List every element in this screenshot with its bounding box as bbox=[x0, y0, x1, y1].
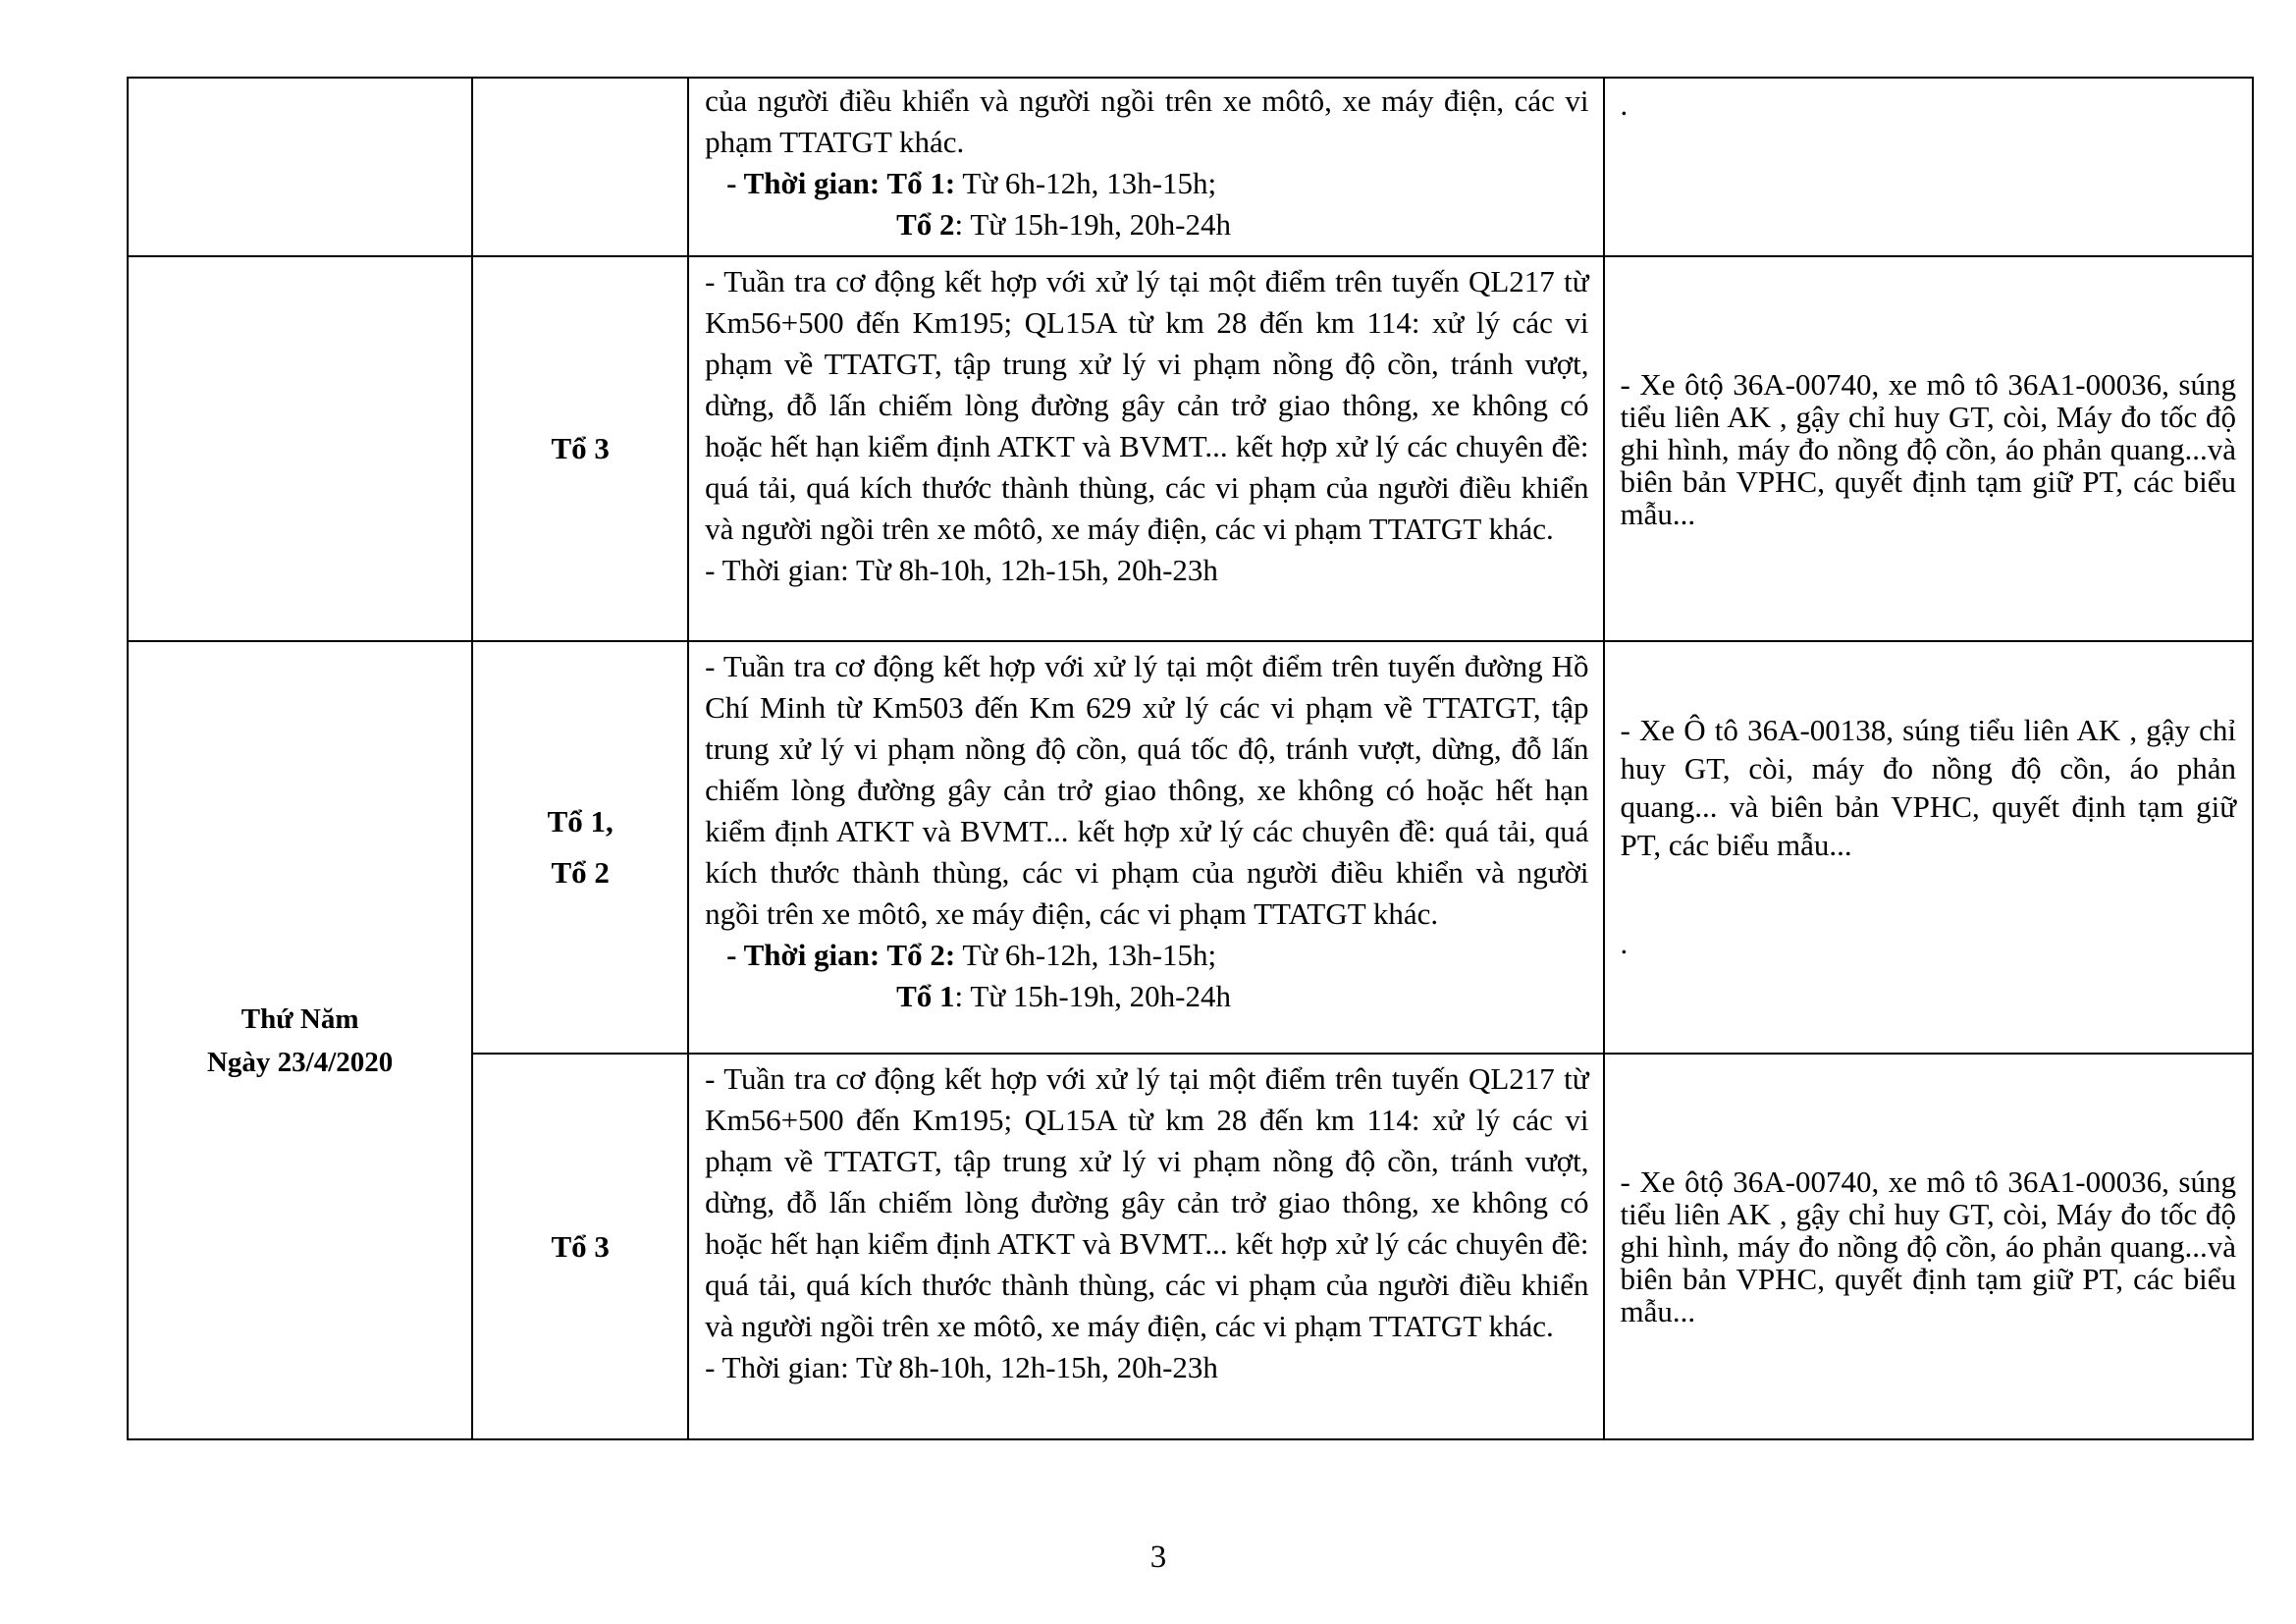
table-row bbox=[128, 641, 2253, 1054]
table-row bbox=[128, 256, 2253, 641]
time-value: : Từ 15h-19h, 20h-24h bbox=[954, 207, 1231, 242]
task-text: - Tuần tra cơ động kết hợp với xử lý tại một điểm trên tuyến QL217 từ Km56+500 đến Km195; QL15A từ km 28 đến km 114: xử lý các vi phạm về TTATGT, tập trung xử lý vi phạm nồng độ cồn, tránh vượt, dừng, đỗ lấn chiếm lòng đường gây cản trở giao thông, xe không có hoặc hết hạn kiểm định ATKT và BVMT... kết hợp xử lý các chuyên đề: quá tải, quá kích thước thành thùng, các vi phạm của người điều khiển và người ngồi trên xe môtô, xe máy điện, các vi phạm TTATGT khác. bbox=[705, 264, 1589, 546]
time-value: Từ 6h-12h, 13h-15h; bbox=[955, 938, 1217, 972]
equipment-dot: . bbox=[1620, 87, 1629, 122]
time-team: Tổ 2: bbox=[886, 938, 956, 972]
time-team: Tổ 2 bbox=[896, 207, 955, 242]
team-cell bbox=[472, 1054, 688, 1439]
task-cell bbox=[688, 641, 1603, 1054]
team-name: Tổ 3 bbox=[551, 1228, 610, 1264]
time-value: Từ 6h-12h, 13h-15h; bbox=[955, 166, 1217, 200]
day-date: Ngày 23/4/2020 bbox=[206, 1046, 394, 1078]
equipment-cell bbox=[1604, 1054, 2253, 1439]
equipment-dot: . bbox=[1620, 926, 1629, 960]
day-cell-empty bbox=[128, 78, 472, 256]
equipment-text: - Xe Ô tô 36A-00138, súng tiểu liên AK , gậy chỉ huy GT, còi, máy đo nồng độ cồn, áo phản quang... và biên bản VPHC, quyết định tạm giữ PT, các biểu mẫu... bbox=[1620, 713, 2236, 862]
time-label: - Thời gian: bbox=[726, 166, 887, 200]
time-line-a bbox=[705, 935, 1588, 976]
time-line: - Thời gian: Từ 8h-10h, 12h-15h, 20h-23h bbox=[705, 1350, 1218, 1384]
task-cell bbox=[688, 78, 1603, 256]
time-team: Tổ 1: bbox=[886, 166, 956, 200]
team-name: Tổ 1, bbox=[547, 804, 614, 839]
day-cell bbox=[128, 641, 472, 1439]
team-name: Tổ 2 bbox=[551, 855, 610, 890]
equipment-text: - Xe ôtộ 36A-00740, xe mô tô 36A1-00036, súng tiểu liên AK , gậy chỉ huy GT, còi, Máy đo tốc độ ghi hình, máy đo nồng độ cồn, áo phản quang...và biên bản VPHC, quyết định tạm giữ PT, các biểu mẫu... bbox=[1620, 1164, 2236, 1328]
equipment-cell bbox=[1604, 256, 2253, 641]
day-name: Thứ Năm bbox=[240, 1002, 359, 1035]
table-row bbox=[128, 78, 2253, 256]
equipment-text: - Xe ôtộ 36A-00740, xe mô tô 36A1-00036, súng tiểu liên AK , gậy chỉ huy GT, còi, Máy đo tốc độ ghi hình, máy đo nồng độ cồn, áo phản quang...và biên bản VPHC, quyết định tạm giữ PT, các biểu mẫu... bbox=[1620, 366, 2236, 531]
page-number: 3 bbox=[1149, 1540, 1167, 1575]
task-text: của người điều khiển và người ngồi trên xe môtô, xe máy điện, các vi phạm TTATGT khác. bbox=[705, 83, 1589, 159]
time-line-a bbox=[705, 163, 1588, 204]
time-label: - Thời gian: bbox=[726, 938, 887, 972]
team-name: Tổ 3 bbox=[551, 431, 610, 465]
equipment-cell bbox=[1604, 78, 2253, 256]
team-cell bbox=[472, 256, 688, 641]
time-line-b bbox=[705, 204, 1588, 245]
task-cell bbox=[688, 256, 1603, 641]
time-team: Tổ 1 bbox=[896, 979, 955, 1013]
team-cell-empty bbox=[472, 78, 688, 256]
time-line-b bbox=[705, 976, 1588, 1017]
time-value: : Từ 15h-19h, 20h-24h bbox=[954, 979, 1231, 1013]
team-cell bbox=[472, 641, 688, 1054]
schedule-table bbox=[127, 77, 2254, 1440]
task-cell bbox=[688, 1054, 1603, 1439]
task-text: - Tuần tra cơ động kết hợp với xử lý tại một điểm trên tuyến QL217 từ Km56+500 đến Km195; QL15A từ km 28 đến km 114: xử lý các vi phạm về TTATGT, tập trung xử lý vi phạm nồng độ cồn, tránh vượt, dừng, đỗ lấn chiếm lòng đường gây cản trở giao thông, xe không có hoặc hết hạn kiểm định ATKT và BVMT... kết hợp xử lý các chuyên đề: quá tải, quá kích thước thành thùng, các vi phạm của người điều khiển và người ngồi trên xe môtô, xe máy điện, các vi phạm TTATGT khác. bbox=[705, 1061, 1589, 1343]
equipment-cell bbox=[1604, 641, 2253, 1054]
task-text: - Tuần tra cơ động kết hợp với xử lý tại một điểm trên tuyến đường Hồ Chí Minh từ Km503 đến Km 629 xử lý các vi phạm về TTATGT, tập trung xử lý vi phạm nồng độ cồn, quá tốc độ, tránh vượt, dừng, đỗ lấn chiếm lòng đường gây cản trở giao thông, xe không có hoặc hết hạn kiểm định ATKT và BVMT... kết hợp xử lý các chuyên đề: quá tải, quá kích thước thành thùng, các vi phạm của người điều khiển và người ngồi trên xe môtô, xe máy điện, các vi phạm TTATGT khác. bbox=[705, 649, 1589, 931]
day-cell-empty bbox=[128, 256, 472, 641]
time-line: - Thời gian: Từ 8h-10h, 12h-15h, 20h-23h bbox=[705, 553, 1218, 587]
